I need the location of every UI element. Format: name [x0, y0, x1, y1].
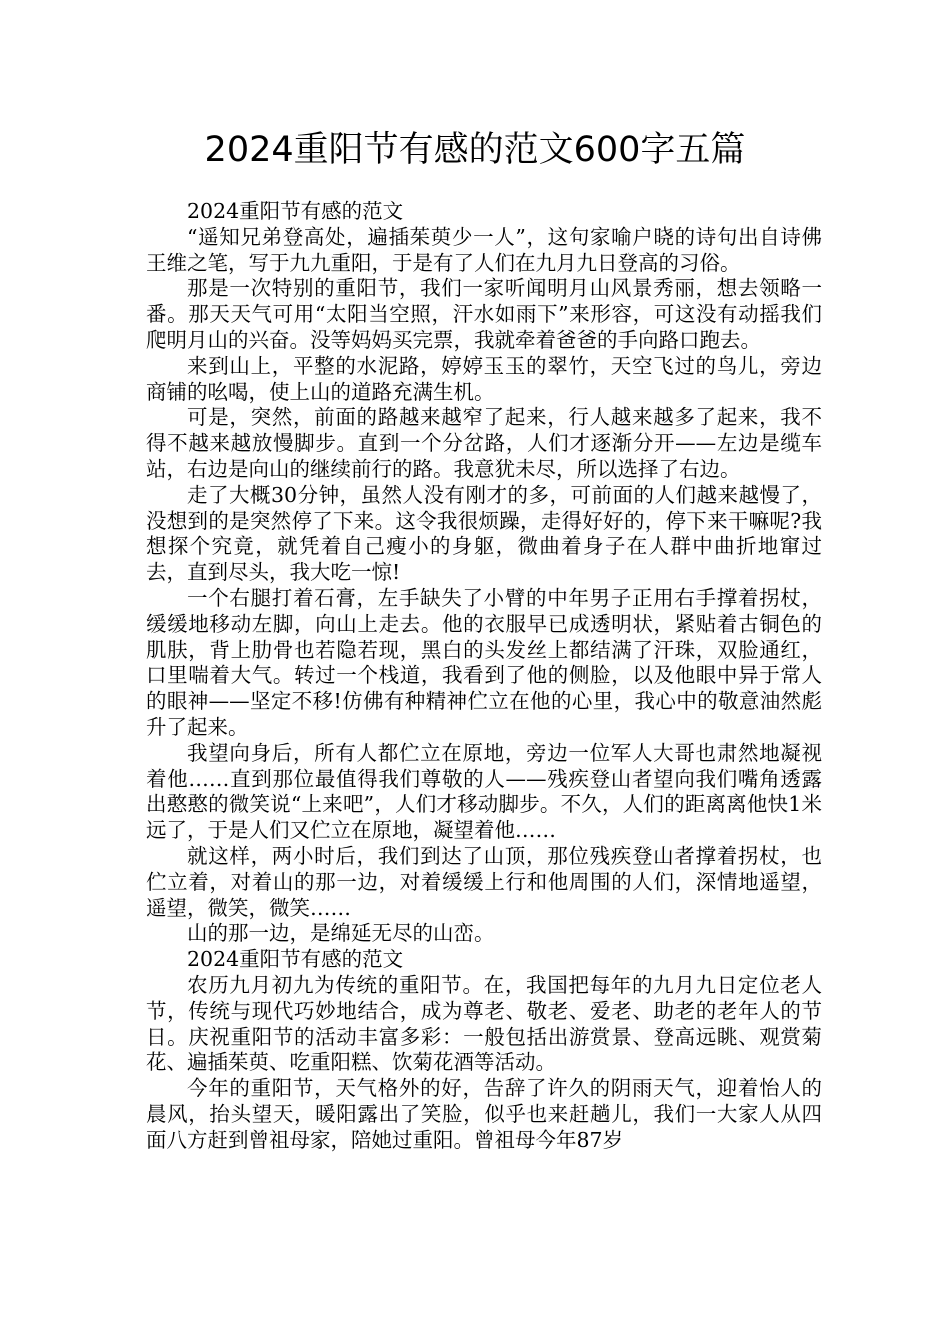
paragraph: 来到山上，平整的水泥路，婷婷玉玉的翠竹，天空飞过的鸟儿，旁边商铺的吆喝，使上山的道路充满生机。 — [146, 353, 822, 404]
paragraph: 走了大概30分钟，虽然人没有刚才的多，可前面的人们越来越慢了，没想到的是突然停了下来。这令我很烦躁，走得好好的，停下来干嘛呢?我想探个究竟，就凭着自己瘦小的身躯，微曲着身子在人群中曲折地窜过去，直到尽头，我大吃一惊! — [146, 482, 822, 585]
paragraph: 一个右腿打着石膏，左手缺失了小臂的中年男子正用右手撑着拐杖，缓缓地移动左脚，向山上走去。他的衣服早已成透明状，紧贴着古铜色的肌肤，背上肋骨也若隐若现，黑白的头发丝上都结满了汗珠，双脸通红，口里喘着大气。转过一个栈道，我看到了他的侧脸，以及他眼中异于常人的眼神——坚定不移!仿佛有种精神伫立在他的心里，我心中的敬意油然彪升了起来。 — [146, 585, 822, 739]
paragraph-subtitle-1: 2024重阳节有感的范文 — [187, 199, 404, 223]
document-body — [146, 199, 822, 1153]
paragraph: 那是一次特别的重阳节，我们一家听闻明月山风景秀丽，想去领略一番。那天天气可用“太阳当空照，汗水如雨下”来形容，可这没有动摇我们爬明月山的兴奋。没等妈妈买完票，我就牵着爸爸的手向路口跑去。 — [146, 276, 822, 352]
paragraph: 就这样，两小时后，我们到达了山顶，那位残疾登山者撑着拐杖，也伫立着，对着山的那一边，对着缓缓上行和他周围的人们，深情地遥望，遥望，微笑，微笑…… — [146, 843, 822, 920]
paragraph-subtitle-2: 2024重阳节有感的范文 — [187, 947, 404, 972]
paragraph: 我望向身后，所有人都伫立在原地，旁边一位军人大哥也肃然地凝视着他……直到那位最值得我们尊敬的人——残疾登山者望向我们嘴角透露出憨憨的微笑说“上来吧”，人们才移动脚步。不久，人们的距离离他快1米远了，于是人们又伫立在原地，凝望着他…… — [146, 740, 822, 843]
paragraph: 可是，突然，前面的路越来越窄了起来，行人越来越多了起来，我不得不越来越放慢脚步。直到一个分岔路，人们才逐渐分开——左边是缆车站，右边是向山的继续前行的路。我意犹未尽，所以选择了右边。 — [146, 405, 822, 481]
paragraph: 今年的重阳节，天气格外的好，告辞了许久的阴雨天气，迎着怡人的晨风，抬头望天，暖阳露出了笑脸，似乎也来赶趟儿，我们一大家人从四面八方赶到曾祖母家，陪她过重阳。曾祖母今年87岁 — [146, 1076, 822, 1152]
document-title: 2024重阳节有感的范文600字五篇 — [204, 130, 746, 170]
paragraph: 农历九月初九为传统的重阳节。在，我国把每年的九月九日定位老人节，传统与现代巧妙地结合，成为尊老、敬老、爱老、助老的老年人的节日。庆祝重阳节的活动丰富多彩：一般包括出游赏景、登高远眺、观赏菊花、遍插茱萸、吃重阳糕、饮菊花酒等活动。 — [146, 972, 822, 1075]
paragraph: 山的那一边，是绵延无尽的山峦。 — [187, 921, 495, 946]
paragraph: “遥知兄弟登高处，遍插茱萸少一人”，这句家喻户晓的诗句出自诗佛王维之笔，写于九九重阳，于是有了人们在九月九日登高的习俗。 — [146, 224, 822, 275]
